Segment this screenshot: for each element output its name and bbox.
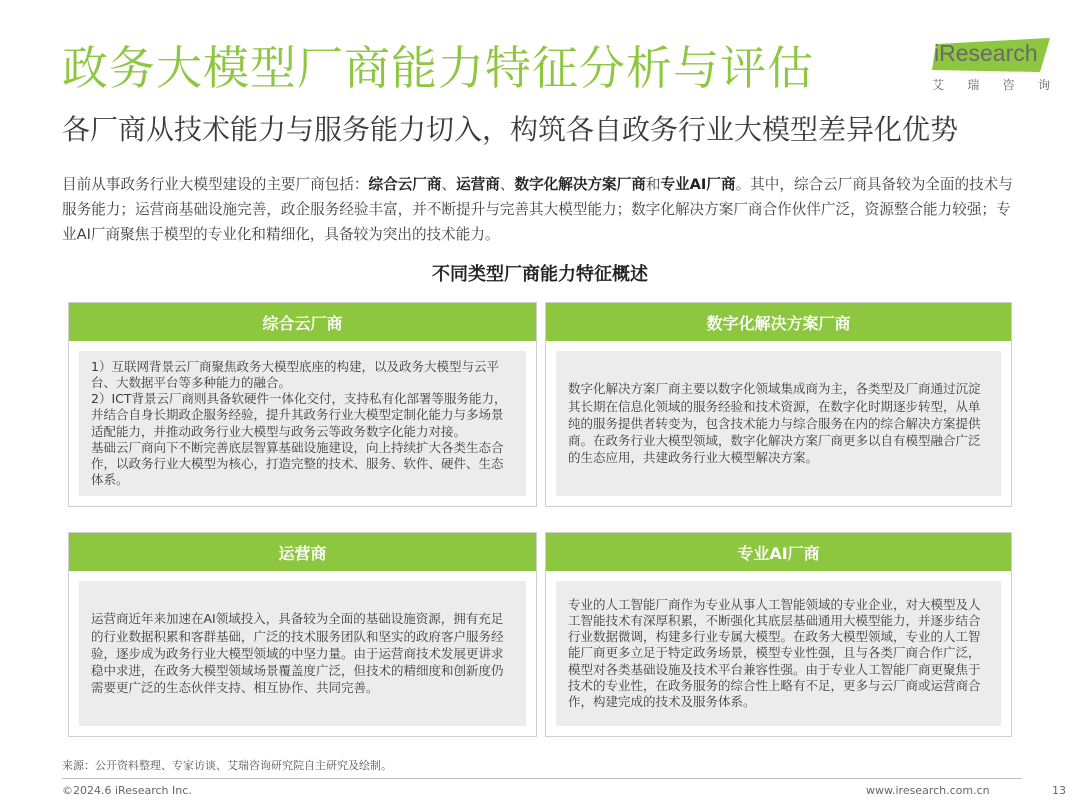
logo-subtitle: 艾 瑞 咨 询 [932,78,1050,92]
copyright: ©2024.6 iResearch Inc. [62,784,192,797]
card-operator [68,532,537,737]
iresearch-logo [928,38,1053,96]
footer-divider [62,778,1022,779]
card-text: 1）互联网背景云厂商聚焦政务大模型底座的构建，以及政务大模型与云平台、大数据平台等多种能力的融合。 2）ICT背景云厂商则具备软硬件一体化交付，支持私有化部署等服务能力，并结合自身长期政企服务经验，提升其政务行业大模型定制化能力与多场景适配能力，并推动政务行业大模型与政务云等政务数字化能力对接。 基础云厂商向下不断完善底层智算基础设施建设，向上持续扩大各类生态合作，以政务行业大模型为核心，打造完整的技术、服务、软件、硬件、生态体系。 [91,358,507,488]
card-body [79,351,526,496]
card-title: 综合云厂商 [69,303,536,341]
card-body [556,581,1001,726]
logo-text: iResearch [934,40,1038,66]
page-number: 13 [1052,784,1066,797]
card-ai-vendor [545,532,1012,737]
card-body [556,351,1001,496]
intro-paragraph: 目前从事政务行业大模型建设的主要厂商包括：综合云厂商、运营商、数字化解决方案厂商和专业AI厂商。其中，综合云厂商具备较为全面的技术与服务能力；运营商基础设施完善，政企服务经验丰富，并不断提升与完善其大模型能力；数字化解决方案厂商合作伙伴广泛，资源整合能力较强；专业AI厂商聚焦于模型的专业化和精细化，具备较为突出的技术能力。 [62,176,1013,243]
section-title: 不同类型厂商能力特征概述 [432,264,648,285]
card-text: 数字化解决方案厂商主要以数字化领域集成商为主，各类型及厂商通过沉淀其长期在信息化领域的服务经验和技术资源，在数字化时期逐步转型，从单纯的服务提供者转变为，包含技术能力与综合服务在内的综合解决方案提供商。在政务行业大模型领域，数字化解决方案厂商更多以自有模型融合广泛的生态应用，共建政务行业大模型解决方案。 [568,381,981,466]
card-text: 运营商近年来加速在AI领域投入，具备较为全面的基础设施资源，拥有充足的行业数据积累和客群基础，广泛的技术服务团队和坚实的政府客户服务经验，逐步成为政务行业大模型领域的中坚力量。由于运营商技术发展更讲求稳中求进，在政务大模型领域场景覆盖度广泛，但技术的精细度和创新度仍需要更广泛的生态伙伴支持、相互协作、共同完善。 [91,611,504,696]
card-text: 专业的人工智能厂商作为专业从事人工智能领域的专业企业，对大模型及人工智能技术有深厚积累，不断强化其底层基础通用大模型能力，并逐步结合行业数据微调，构建多行业专属大模型。在政务大模型领域，专业的人工智能厂商更多立足于特定政务场景，模型专业性强，且与各类厂商合作广泛，模型对各类基础设施及技术平台兼容性强。由于专业人工智能厂商更聚焦于技术的专业性，在政务服务的综合性上略有不足，更多与云厂商或运营商合作，构建完成的技术及服务体系。 [568,596,981,709]
card-title: 运营商 [69,533,536,571]
website-link[interactable]: www.iresearch.com.cn [866,784,990,797]
source-note: 来源：公开资料整理、专家访谈、艾瑞咨询研究院自主研究及绘制。 [62,759,392,772]
card-title: 专业AI厂商 [546,533,1011,571]
card-cloud-vendor [68,302,537,507]
page-subtitle: 各厂商从技术能力与服务能力切入，构筑各自政务行业大模型差异化优势 [62,113,959,146]
card-digital-solution-vendor [545,302,1012,507]
page-title: 政务大模型厂商能力特征分析与评估 [62,41,814,95]
card-title: 数字化解决方案厂商 [546,303,1011,341]
card-body [79,581,526,726]
